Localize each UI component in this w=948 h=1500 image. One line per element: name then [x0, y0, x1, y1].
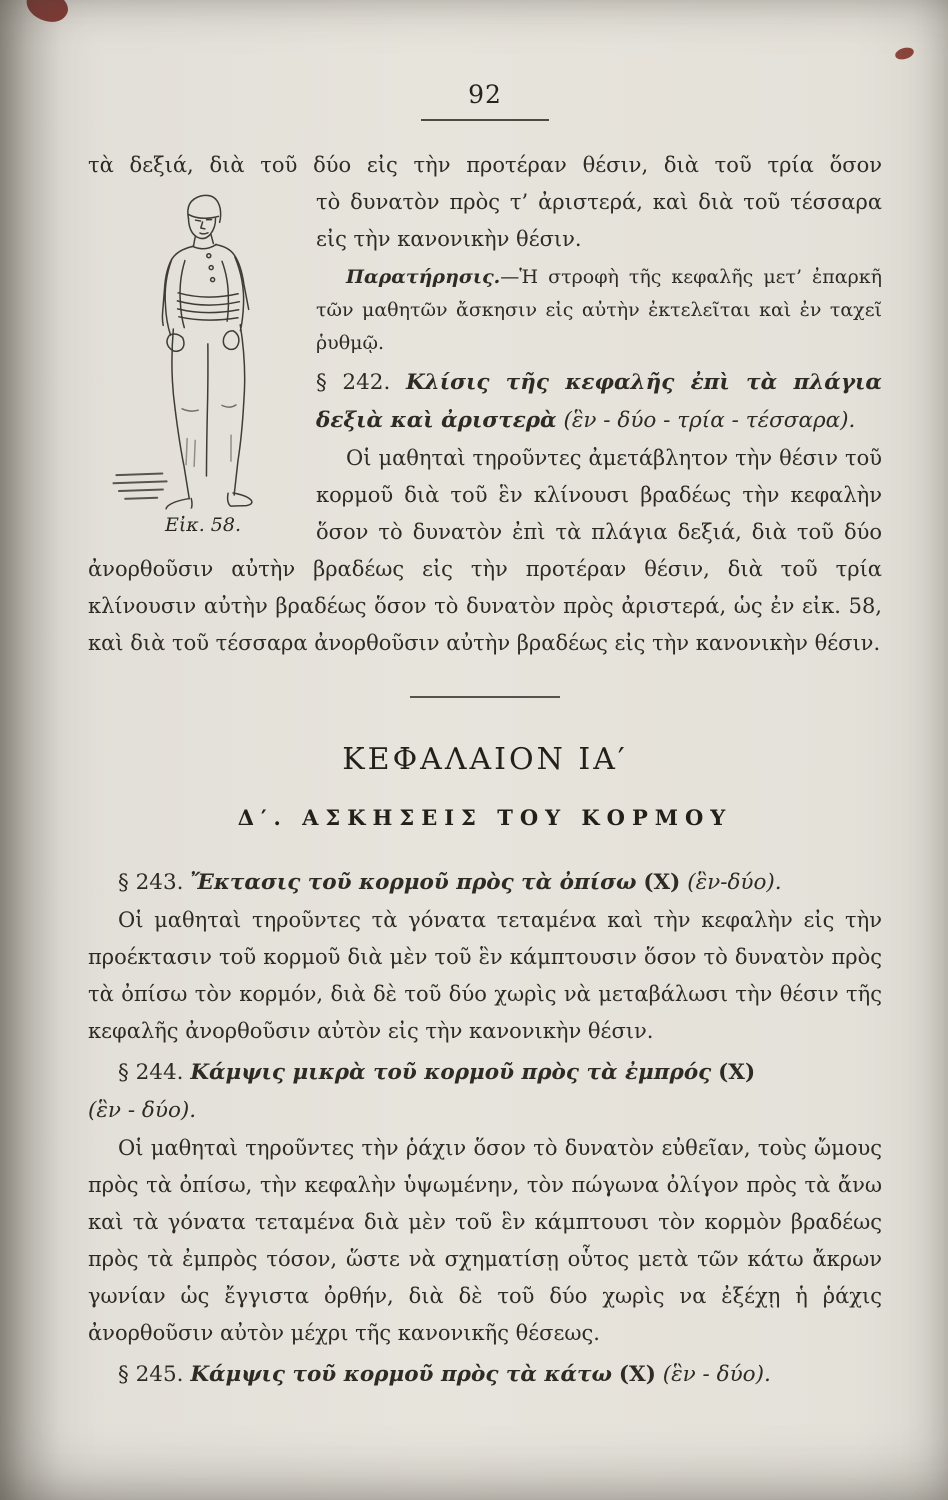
section-244-mark: (Χ)	[718, 1060, 756, 1085]
section-245-counts: (ἓν - δύο).	[662, 1362, 771, 1387]
remark-text: —Ἡ στροφὴ τῆς κεφαλῆς μετ’ ἐπαρκῆ τῶν μαθητῶν ἄσκησιν εἰς αὐτὴν ἐκτελεῖται καὶ ἐν ταχεῖ ῥυθμῷ.	[316, 266, 882, 354]
figure-58	[108, 188, 298, 536]
section-242-number: § 242.	[316, 370, 391, 395]
section-243-heading	[88, 864, 882, 902]
chapter-title: ΚΕΦΑΛΑΙΟΝ ΙΑ′	[342, 742, 628, 777]
section-243-body: Οἱ μαθηταὶ τηροῦντες τὰ γόνατα τεταμένα καὶ τὴν κεφαλὴν εἰς τὴν προέκτασιν τοῦ κορμοῦ διὰ μὲν τοῦ ἓν κάμπτουσιν ὅσον τὸ δυνατὸν πρὸς τὰ ὀπίσω τὸν κορμόν, διὰ δὲ τοῦ δύο χωρὶς νὰ μεταβάλωσι τὴν θέσιν τῆς κεφαλῆς ἀνορθοῦσιν αὐτὸν εἰς τὴν κανονικὴν θέσιν.	[88, 908, 882, 1043]
intro-continuation-line: τὰ δεξιά, διὰ τοῦ δύο εἰς τὴν προτέραν θέσιν, διὰ τοῦ τρία ὅσον	[88, 153, 882, 177]
section-divider-rule	[410, 696, 560, 698]
section-242-counts: (ἓν - δύο - τρία - τέσσαρα).	[563, 408, 856, 433]
page-content	[88, 0, 882, 1394]
remark-label: Παρατήρησις.	[346, 266, 501, 288]
page-header	[88, 0, 882, 121]
page-body	[88, 147, 882, 1394]
section-245-heading	[88, 1356, 882, 1394]
section-244-number: § 244.	[118, 1060, 184, 1085]
section-245-number: § 245.	[118, 1362, 184, 1387]
section-244-heading	[88, 1054, 882, 1092]
chapter-subtitle: Δ′. ΑΣΚΗΣΕΙΣ ΤΟΥ ΚΟΡΜΟΥ	[237, 805, 733, 830]
page-number-rule	[421, 119, 549, 121]
section-243-mark: (Χ)	[643, 870, 681, 895]
section-243-number: § 243.	[118, 870, 184, 895]
section-245-mark: (Χ)	[618, 1362, 656, 1387]
section-244-body: Οἱ μαθηταὶ τηροῦντες τὴν ῥάχιν ὅσον τὸ δυνατὸν εὐθεῖαν, τοὺς ὤμους πρὸς τὰ ὀπίσω, τὴν κεφαλὴν ὑψωμένην, τὸν πώγωνα ὀλίγον πρὸς τὰ ἄνω καὶ τὰ γόνατα τεταμένα διὰ μὲν τοῦ ἓν κάμπτουσι τὸν κορμὸν βραδέως πρὸς τὰ ἐμπρὸς τόσον, ὥστε νὰ σχηματίσῃ οὗτος μετὰ τῶν κάτω ἄκρων γωνίαν ὡς ἔγγιστα ὀρθήν, διὰ δὲ τοῦ δύο χωρὶς να ἐξέχῃ ἡ ῥάχις ἀνορθοῦσιν αὐτὸν μέχρι τῆς κανονικῆς θέσεως.	[88, 1136, 882, 1345]
section-243-title: Ἔκτασις τοῦ κορμοῦ πρὸς τὰ ὀπίσω	[190, 870, 637, 895]
red-ink-mark-top-left	[21, 0, 73, 30]
section-242-body: Οἱ μαθηταὶ τηροῦντες ἀμετάβλητον τὴν θέσιν τοῦ κορμοῦ διὰ τοῦ ἓν κλίνουσι βραδέως τὴν κεφαλὴν ὅσον τὸ δυνατὸν ἐπὶ τὰ πλάγια δεξιά, διὰ τοῦ δύο ἀνορθοῦσιν αὐτὴν βραδέως εἰς τὴν προτέραν θέσιν, διὰ τοῦ τρία κλίνουσιν αὐτὴν βραδέως ὅσον τὸ δυνατὸν πρὸς ἀριστερά, ὡς ἐν εἰκ. 58, καὶ διὰ τοῦ τέσσαρα ἀνορθοῦσιν αὐτὴν βραδέως εἰς τὴν κανονικὴν θέσιν.	[88, 446, 882, 655]
section-243-counts: (ἓν-δύο).	[687, 870, 782, 895]
section-244-title: Κάμψις μικρὰ τοῦ κορμοῦ πρὸς τὰ ἐμπρός	[190, 1060, 712, 1085]
section-242-title: Κλίσις τῆς κεφαλῆς ἐπὶ τὰ πλάγια δεξιὰ καὶ ἀριστερὰ	[316, 370, 882, 433]
intro-continuation-rest: τὸ δυνατὸν πρὸς τ’ ἀριστερά, καὶ διὰ τοῦ τέσσαρα εἰς τὴν κανονικὴν θέσιν.	[316, 190, 882, 251]
figure-caption: Εἰκ. 58.	[164, 514, 242, 536]
page-number: 92	[468, 80, 502, 109]
red-ink-mark-top-right	[894, 46, 915, 62]
section-245-title: Κάμψις τοῦ κορμοῦ πρὸς τὰ κάτω	[190, 1362, 612, 1387]
section-244-counts: (ἓν - δύο).	[88, 1098, 197, 1123]
standing-figure-illustration	[102, 185, 303, 511]
